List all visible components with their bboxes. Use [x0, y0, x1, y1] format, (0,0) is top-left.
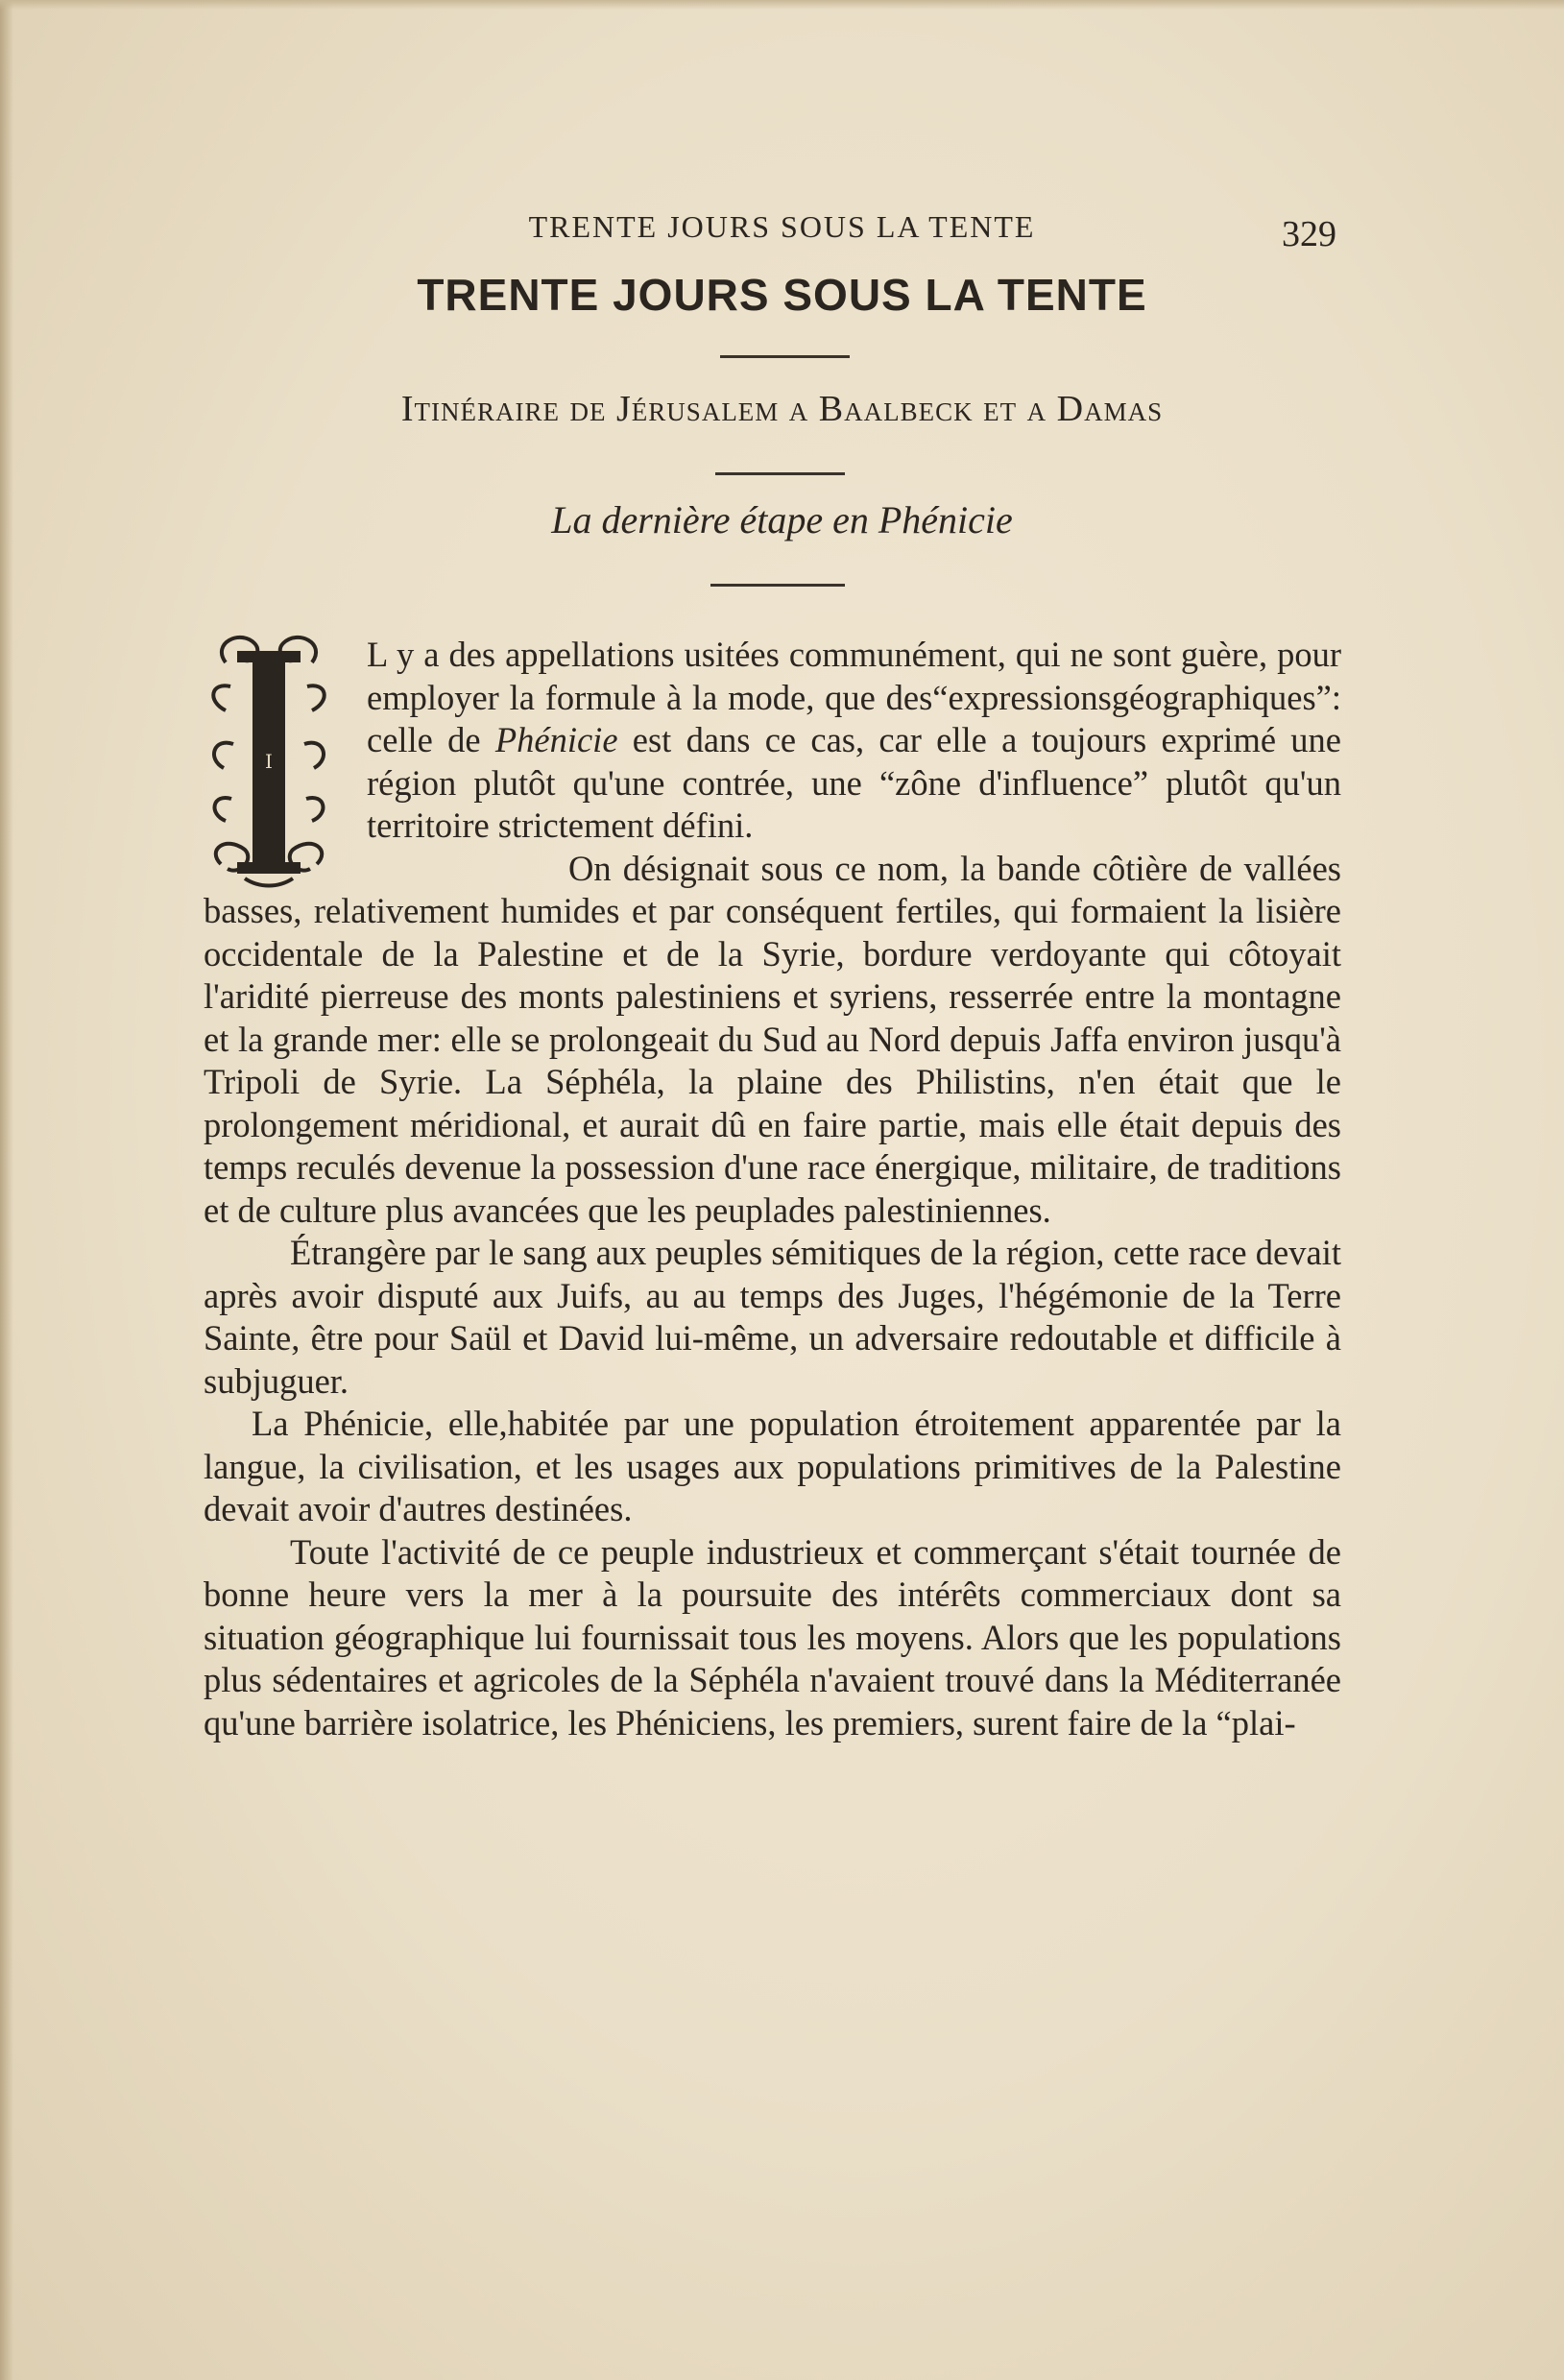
paragraph-1-end: est dans ce cas, car elle a toujours exprimé une région plutôt qu'une contrée, une “zône d'influence” plutôt qu'un territoire strictement défini. — [367, 720, 1341, 845]
paragraph-1 — [204, 634, 1341, 848]
section-rule — [710, 584, 845, 587]
paragraph-1-start: L y a des appellations usitées communément, qui ne sont guère, pour employer la formule à la mode, que des“expressionsgéographiques”: celle de — [367, 635, 1341, 759]
title-rule — [720, 355, 850, 358]
page-edge-shadow — [0, 0, 13, 2380]
article-subtitle: Itinéraire de Jérusalem a Baalbeck et a Damas — [400, 389, 1164, 429]
drop-cap-letter: I — [265, 750, 273, 773]
paragraph-1-italic: Phénicie — [494, 720, 618, 759]
subtitle-rule — [715, 472, 845, 475]
paragraph-5: Toute l'activité de ce peuple industrieux et commerçant s'était tournée de bonne heure vers la mer à la poursuite des intérêts commerciaux dont sa situation géographique lui fournissait tous les moyens. Alors que les populations plus sédentaires et agricoles de la Séphéla n'avaient trouvé dans la Méditerranée qu'une barrière isolatrice, les Phéniciens, les premiers, surent faire de la “plai- — [204, 1531, 1341, 1743]
page-top-shadow — [0, 0, 1564, 10]
paragraph-4: La Phénicie, elle,habitée par une population étroitement apparentée par la langue, la civilisation, et les usages aux populations primitives de la Palestine devait avoir d'autres destinées. — [204, 1404, 1341, 1528]
page-number: 329 — [1282, 214, 1336, 254]
paragraph-3: Étrangère par le sang aux peuples sémitiques de la région, cette race devait après avoir disputé aux Juifs, au au temps des Juges, l'hégémonie de la Terre Sainte, être pour Saül et David lui-même, un adversaire redoutable et difficile à subjuguer. — [204, 1233, 1341, 1401]
paragraph-2: On désignait sous ce nom, la bande côtière de vallées basses, relativement humides et par conséquent fertiles, qui formaient la lisière occidentale de la Palestine et de la Syrie, bordure verdoyante qui côtoyait l'aridité pierreuse des monts palestiniens et syriens, resserrée entre la montagne et la grande mer: elle se prolongeait du Sud au Nord depuis Jaffa environ jusqu'à Tripoli de Syrie. La Séphéla, la plaine des Philistins, n'en était que le prolongement méridional, et aurait dû en faire partie, mais elle était depuis des temps reculés devenue la possession d'une race énergique, militaire, de traditions et de culture plus avancées que les peuplades palestiniennes. — [204, 848, 1341, 1230]
article-body — [204, 634, 1341, 1744]
article-title: TRENTE JOURS SOUS LA TENTE — [417, 270, 1147, 320]
drop-cap-space — [204, 634, 367, 888]
section-title: La dernière étape en Phénicie — [551, 498, 1013, 541]
running-head: TRENTE JOURS SOUS LA TENTE — [528, 209, 1036, 244]
